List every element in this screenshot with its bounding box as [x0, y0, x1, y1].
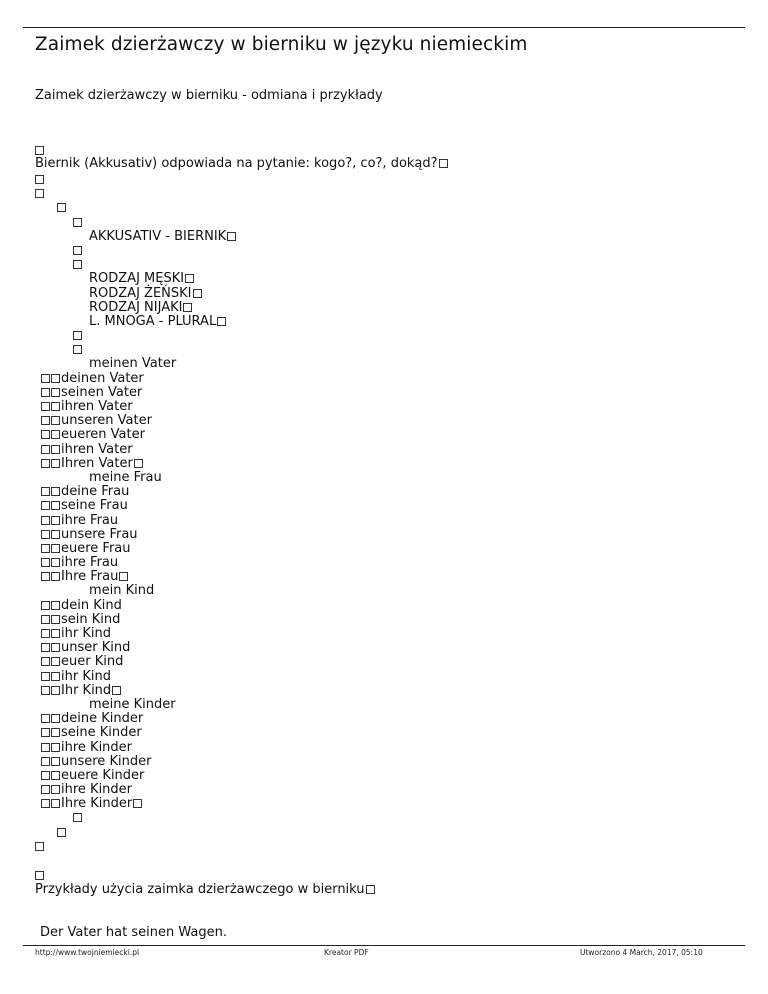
missing-glyph-icon — [51, 771, 60, 780]
pronoun-form: dein Kind — [61, 597, 122, 613]
table-row — [35, 443, 236, 457]
missing-glyph-icon — [134, 459, 143, 468]
table-row — [35, 627, 236, 641]
nest-marker — [35, 258, 236, 272]
missing-glyph-icon — [51, 799, 60, 808]
column-header — [35, 301, 236, 315]
table-row — [35, 542, 236, 556]
nest-marker — [35, 187, 236, 201]
missing-glyph-icon — [73, 246, 82, 255]
table-row — [35, 414, 236, 428]
examples-heading-text: Przykłady użycia zaimka dzierżawczego w bierniku — [35, 882, 365, 897]
intro-text: Biernik (Akkusativ) odpowiada na pytanie: kogo?, co?, dokąd? — [35, 156, 438, 171]
missing-glyph-icon — [439, 159, 448, 168]
page-title: Zaimek dzierżawczy w bierniku w języku niemieckim — [35, 34, 528, 55]
missing-glyph-icon — [51, 572, 60, 581]
missing-glyph-icon — [41, 445, 50, 454]
table-row — [35, 556, 236, 570]
table-row — [35, 641, 236, 655]
pronoun-form: mein Kind — [89, 583, 155, 599]
column-header-text: RODZAJ NIJAKI — [89, 299, 183, 315]
missing-glyph-icon — [35, 842, 44, 851]
missing-glyph-icon — [51, 544, 60, 553]
pronoun-form: sein Kind — [61, 611, 121, 627]
missing-glyph-icon — [41, 388, 50, 397]
missing-glyph-icon — [35, 175, 44, 184]
table-row — [35, 499, 236, 513]
missing-glyph-icon — [41, 501, 50, 510]
missing-glyph-icon — [73, 813, 82, 822]
missing-glyph-icon — [51, 743, 60, 752]
table-row — [35, 797, 236, 811]
missing-glyph-icon — [51, 430, 60, 439]
missing-glyph-icon — [133, 799, 142, 808]
pronoun-form: unsere Kinder — [61, 753, 152, 769]
missing-glyph-icon — [51, 501, 60, 510]
missing-glyph-icon — [51, 388, 60, 397]
missing-glyph-icon — [51, 445, 60, 454]
pronoun-form: ihre Frau — [61, 512, 119, 528]
pronoun-form: Ihre Kinder — [61, 796, 133, 812]
missing-glyph-icon — [41, 714, 50, 723]
missing-glyph-icon — [41, 629, 50, 638]
table-row — [35, 428, 236, 442]
missing-glyph-icon — [73, 345, 82, 354]
missing-glyph-icon — [41, 374, 50, 383]
column-header-text: RODZAJ ŻEŃSKI — [89, 285, 192, 301]
missing-glyph-icon — [51, 757, 60, 766]
footer-rule — [23, 945, 745, 946]
table-heading — [35, 230, 236, 244]
missing-glyph-icon — [73, 331, 82, 340]
table-row — [35, 741, 236, 755]
missing-glyph-icon — [41, 601, 50, 610]
pronoun-form: ihr Kind — [61, 668, 111, 684]
missing-glyph-icon — [57, 203, 66, 212]
table-row — [35, 457, 236, 471]
footer-created: Utworzono 4 March, 2017, 05:10 — [580, 948, 703, 957]
table-row — [35, 599, 236, 613]
missing-glyph-icon — [193, 289, 202, 298]
pronoun-form: deine Frau — [61, 484, 130, 500]
column-header — [35, 315, 236, 329]
missing-glyph-icon — [41, 686, 50, 695]
footer-url[interactable]: http://www.twojniemiecki.pl — [35, 948, 140, 957]
missing-glyph-icon — [41, 530, 50, 539]
pronoun-form: ihre Kinder — [61, 782, 133, 798]
missing-glyph-icon — [41, 657, 50, 666]
missing-glyph-icon — [41, 743, 50, 752]
missing-glyph-icon — [51, 714, 60, 723]
missing-glyph-icon — [41, 572, 50, 581]
column-header-text: RODZAJ MĘSKI — [89, 271, 185, 287]
column-header — [35, 287, 236, 301]
missing-glyph-icon — [35, 189, 44, 198]
table-row — [35, 712, 236, 726]
missing-glyph-icon — [41, 416, 50, 425]
missing-glyph-icon — [41, 728, 50, 737]
pronoun-form: euere Frau — [61, 540, 131, 556]
missing-glyph-icon — [227, 232, 236, 241]
table-row — [35, 485, 236, 499]
table-row — [35, 698, 236, 712]
table-heading-text: AKKUSATIV - BIERNIK — [89, 228, 227, 244]
missing-glyph-icon — [73, 260, 82, 269]
missing-glyph-icon — [51, 785, 60, 794]
missing-glyph-icon — [41, 402, 50, 411]
missing-glyph-icon — [366, 885, 375, 894]
nest-marker — [35, 343, 236, 357]
pronoun-form: ihren Vater — [61, 399, 133, 414]
table-row — [35, 613, 236, 627]
missing-glyph-icon — [185, 274, 194, 283]
missing-glyph-icon — [73, 218, 82, 227]
table-row — [35, 372, 236, 386]
missing-glyph-icon — [51, 516, 60, 525]
missing-glyph-icon — [41, 672, 50, 681]
missing-glyph-icon — [41, 757, 50, 766]
pronoun-form: euer Kind — [61, 654, 124, 670]
missing-glyph-icon — [51, 416, 60, 425]
missing-glyph-icon — [41, 487, 50, 496]
table-row — [35, 528, 236, 542]
pronoun-form: euere Kinder — [61, 767, 145, 783]
missing-glyph-icon — [217, 317, 226, 326]
table-row — [35, 783, 236, 797]
missing-glyph-icon — [41, 558, 50, 567]
missing-glyph-icon — [41, 643, 50, 652]
pronoun-form: ihre Kinder — [61, 739, 133, 755]
missing-glyph-icon — [183, 303, 192, 312]
table-row — [35, 584, 236, 598]
missing-glyph-icon — [41, 799, 50, 808]
missing-glyph-icon — [51, 672, 60, 681]
top-rule — [23, 27, 745, 28]
column-header-text: L. MNOGA - PLURAL — [89, 313, 217, 329]
missing-glyph-icon — [51, 601, 60, 610]
missing-glyph-icon — [51, 657, 60, 666]
pronoun-form: deinen Vater — [61, 370, 144, 386]
nest-marker — [35, 201, 236, 215]
missing-glyph-icon — [119, 572, 128, 581]
missing-glyph-icon — [51, 558, 60, 567]
missing-glyph-icon — [51, 402, 60, 411]
pronoun-form: seine Frau — [61, 498, 128, 514]
table-row — [35, 769, 236, 783]
table-row — [35, 684, 236, 698]
pronoun-form: unsere Frau — [61, 526, 138, 542]
missing-glyph-icon — [41, 615, 50, 624]
nest-marker — [35, 826, 236, 840]
declension-table — [35, 173, 236, 854]
missing-glyph-icon — [35, 871, 44, 880]
footer-generator: Kreator PDF — [324, 948, 369, 957]
pronoun-form: ihr Kind — [61, 626, 111, 641]
pronoun-form: meine Frau — [89, 469, 162, 485]
examples-heading — [35, 883, 375, 897]
nest-marker — [35, 244, 236, 258]
table-row — [35, 400, 236, 414]
table-row — [35, 670, 236, 684]
nest-marker — [35, 811, 236, 825]
table-row — [35, 471, 236, 485]
pronoun-form: eueren Vater — [61, 427, 145, 443]
missing-glyph-icon — [41, 430, 50, 439]
column-header — [35, 272, 236, 286]
pronoun-form: seine Kinder — [61, 725, 142, 741]
table-row — [35, 386, 236, 400]
table-row — [35, 357, 236, 371]
pronoun-form: Ihre Frau — [61, 569, 119, 585]
nest-marker — [35, 216, 236, 230]
missing-glyph-icon — [51, 615, 60, 624]
subtitle: Zaimek dzierżawczy w bierniku - odmiana i przykłady — [35, 88, 383, 103]
missing-glyph-icon — [41, 771, 50, 780]
missing-glyph-icon — [51, 374, 60, 383]
table-row — [35, 655, 236, 669]
nest-marker — [35, 329, 236, 343]
pronoun-form: ihren Vater — [61, 441, 133, 457]
missing-glyph-icon — [51, 643, 60, 652]
pronoun-form: ihre Frau — [61, 555, 119, 571]
pronoun-form: meine Kinder — [89, 696, 176, 712]
missing-glyph-icon — [51, 459, 60, 468]
missing-glyph-icon — [35, 146, 44, 155]
nest-marker — [35, 173, 236, 187]
missing-glyph-icon — [51, 686, 60, 695]
missing-glyph-icon — [41, 785, 50, 794]
example-sentence: Der Vater hat seinen Wagen. — [40, 925, 227, 940]
missing-glyph-icon — [41, 544, 50, 553]
missing-glyph-icon — [51, 487, 60, 496]
pronoun-form: unseren Vater — [61, 413, 152, 429]
intro-text-line — [35, 157, 448, 171]
missing-glyph-icon — [51, 530, 60, 539]
missing-glyph-icon — [57, 828, 66, 837]
pronoun-form: unser Kind — [61, 640, 131, 656]
missing-glyph-icon — [41, 459, 50, 468]
pronoun-form: Ihr Kind — [61, 682, 112, 698]
table-row — [35, 514, 236, 528]
pronoun-form: seinen Vater — [61, 384, 143, 400]
table-row — [35, 726, 236, 740]
table-row — [35, 755, 236, 769]
missing-glyph-icon — [51, 629, 60, 638]
pronoun-form: Ihren Vater — [61, 455, 133, 471]
nest-marker — [35, 840, 236, 854]
missing-glyph-icon — [112, 686, 121, 695]
pronoun-form: deine Kinder — [61, 711, 144, 727]
pronoun-form: meinen Vater — [89, 356, 177, 372]
table-row — [35, 570, 236, 584]
missing-glyph-icon — [51, 728, 60, 737]
missing-glyph-icon — [41, 516, 50, 525]
